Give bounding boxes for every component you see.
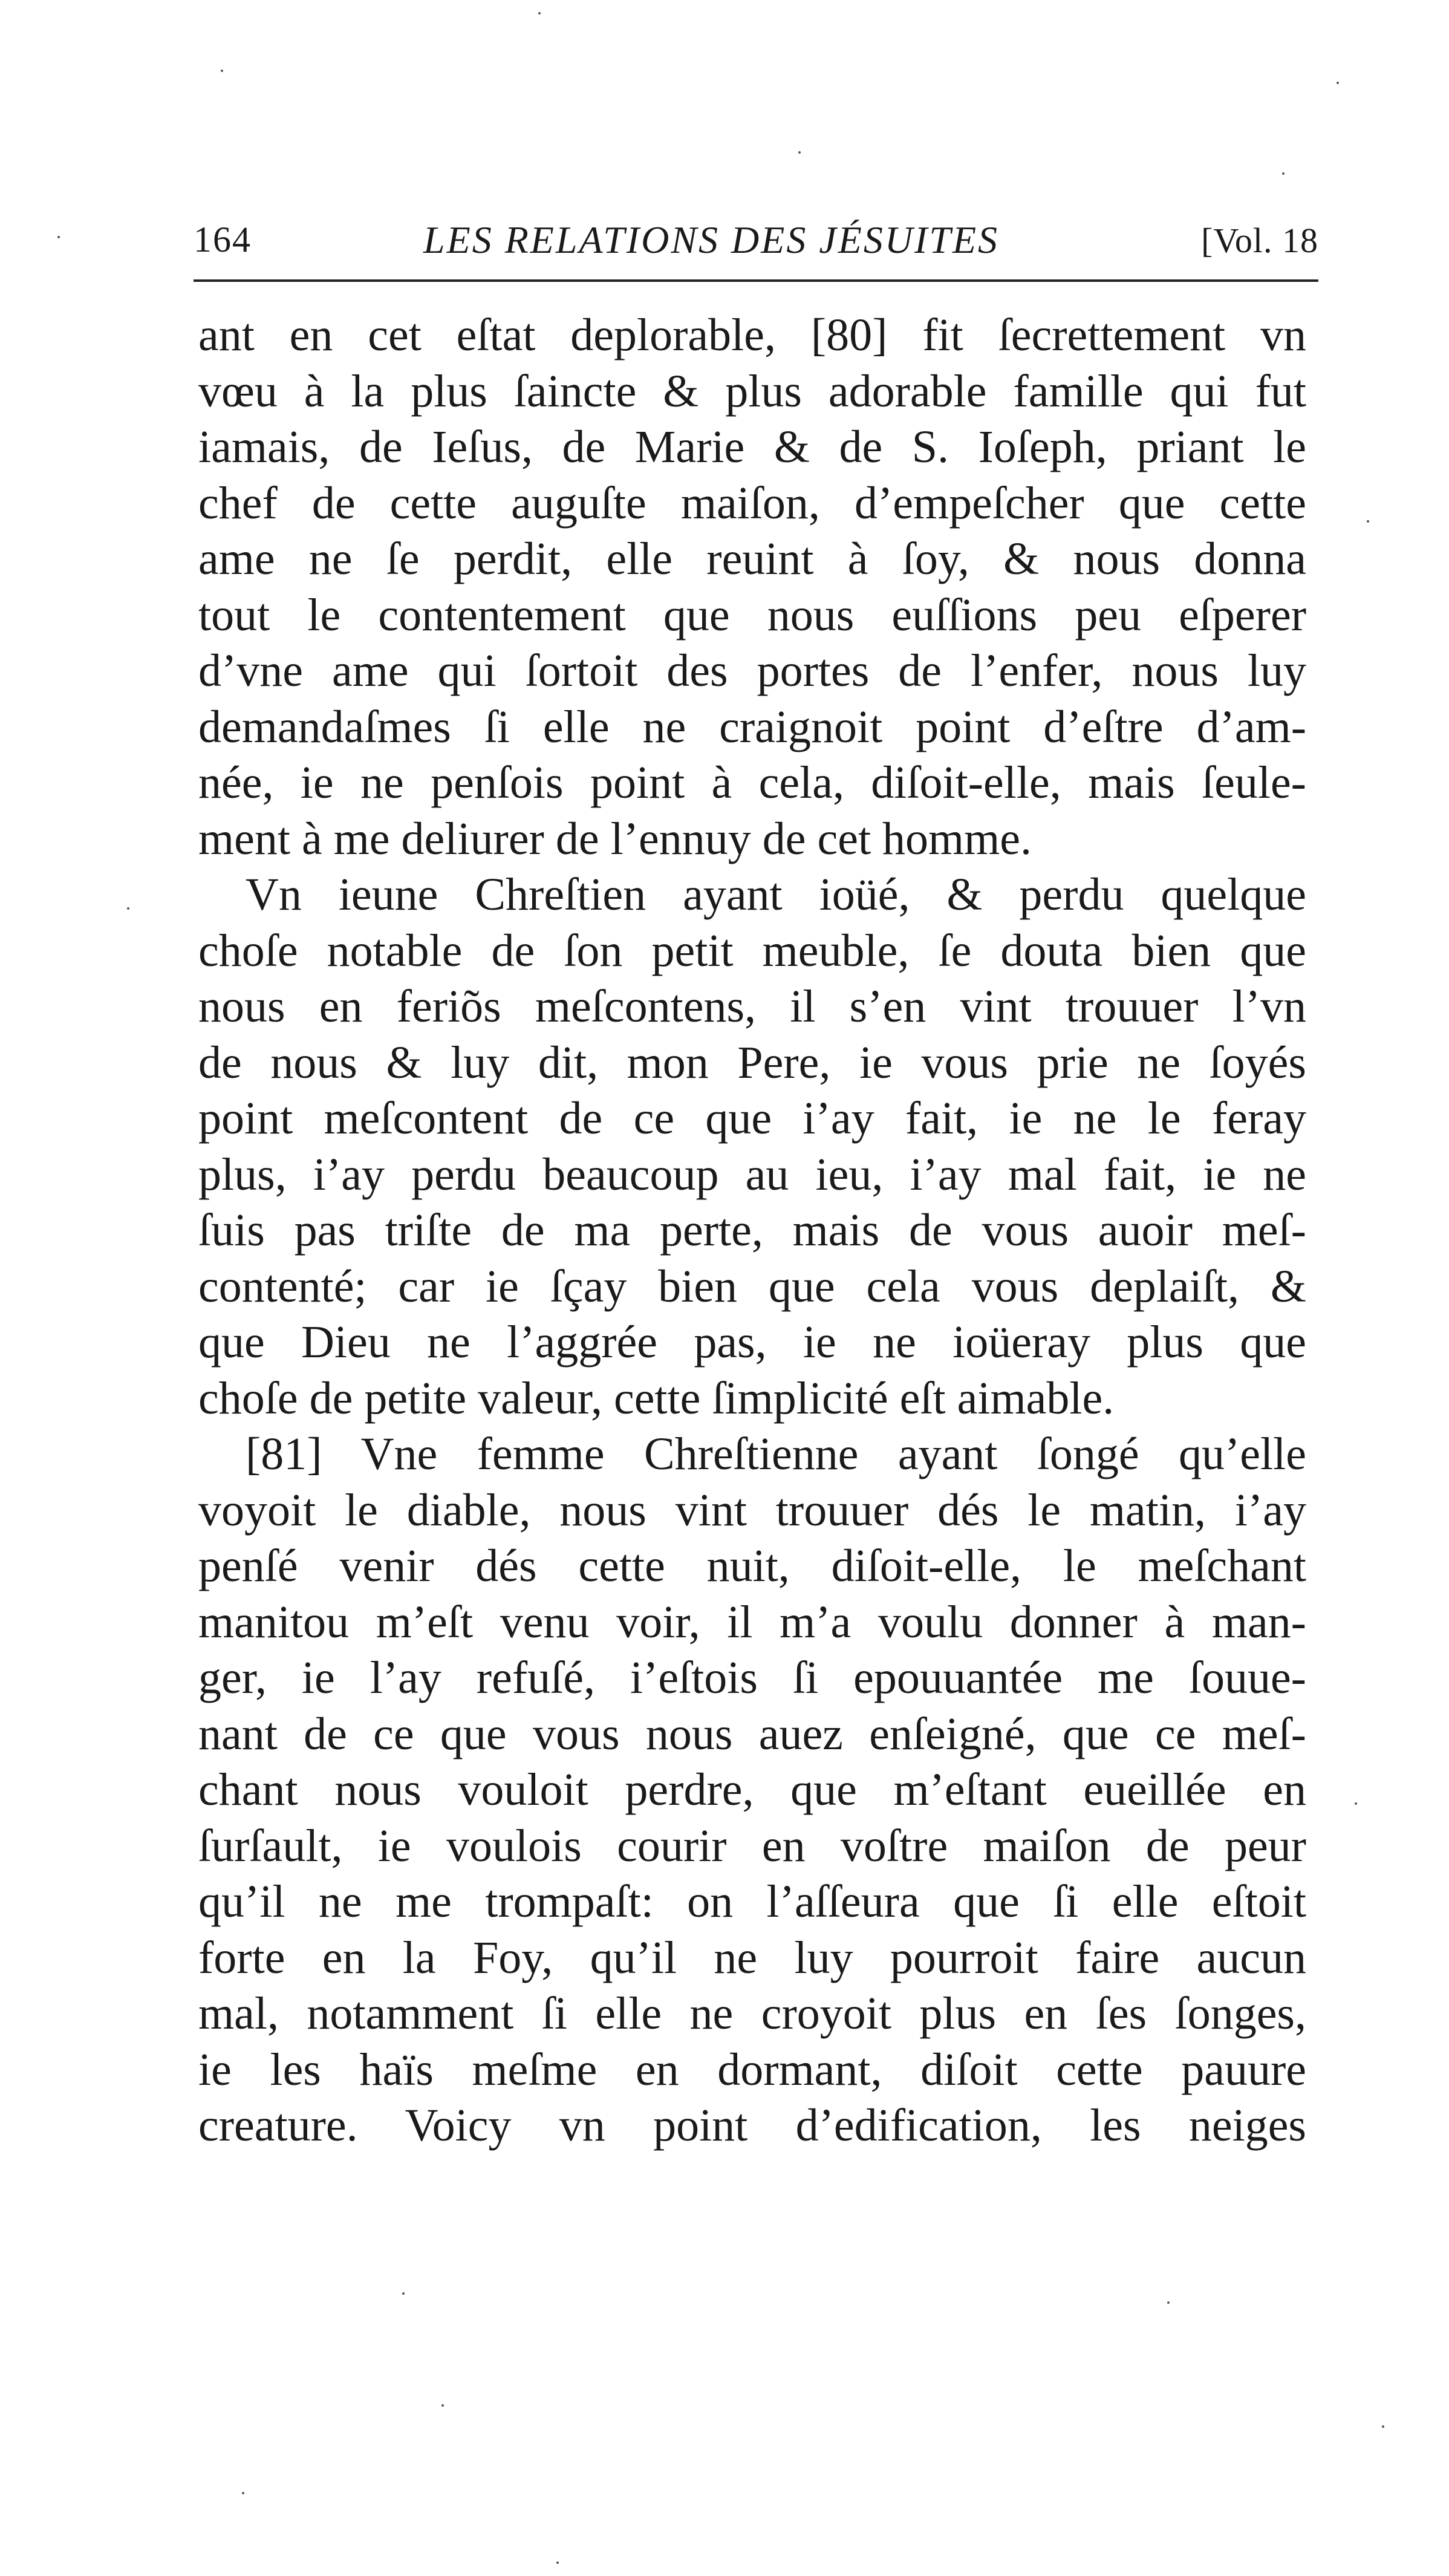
text-line: creature. Voicy vn point d’edification, les neiges (198, 2100, 1306, 2151)
text-line: tout le contentement que nous euſſions peu eſperer (198, 589, 1306, 641)
paragraph-3 (198, 1426, 1306, 2154)
scan-speck (1282, 172, 1285, 175)
text-line: ſurſault, ie voulois courir en voſtre maiſon de peur (198, 1820, 1306, 1871)
text-line: choſe notable de ſon petit meuble, ſe douta bien que (198, 925, 1306, 976)
text-line: nous en feriõs meſcontens, il s’en vint trouuer l’vn (198, 981, 1306, 1032)
text-line: de nous & luy dit, mon Pere, ie vous prie ne ſoyés (198, 1037, 1306, 1088)
text-line: qu’il ne me trompaſt: on l’aſſeura que ſi elle eſtoit (198, 1876, 1306, 1927)
text-line: chant nous vouloit perdre, que m’eſtant eueillée en (198, 1764, 1306, 1815)
scan-speck (538, 12, 541, 15)
text-line: née, ie ne penſois point à cela, diſoit-elle, mais ſeule- (198, 757, 1306, 808)
scan-speck (1355, 1802, 1357, 1805)
scan-speck (57, 236, 60, 238)
text-line: nant de ce que vous nous auez enſeigné, que ce meſ- (198, 1708, 1306, 1759)
text-line: ant en cet eſtat deplorable, [80] fit ſecrettement vn (198, 310, 1306, 360)
scan-speck (221, 70, 223, 72)
text-line: forte en la Foy, qu’il ne luy pourroit faire aucun (198, 1932, 1306, 1983)
text-line: ger, ie l’ay refuſé, i’eſtois ſi epouuantée me ſouue- (198, 1652, 1306, 1703)
text-line: ment à me deliurer de l’ennuy de cet homme. (198, 813, 1032, 864)
scan-speck (441, 2404, 444, 2407)
text-line: d’vne ame qui ſortoit des portes de l’enfer, nous luy (198, 645, 1306, 696)
scan-speck (127, 907, 129, 910)
scan-speck (1367, 520, 1369, 523)
text-line: [81] Vne femme Chreſtienne ayant ſongé qu’elle (246, 1429, 1306, 1479)
text-line: vœu à la plus ſaincte & plus adorable famille qui fut (198, 365, 1306, 417)
text-line: plus, i’ay perdu beaucoup au ieu, i’ay mal fait, ie ne (198, 1149, 1306, 1200)
text-line: demandaſmes ſi elle ne craignoit point d’eſtre d’am- (198, 701, 1306, 752)
text-line: contenté; car ie ſçay bien que cela vous deplaiſt, & (198, 1260, 1306, 1312)
scan-speck (1167, 2301, 1170, 2304)
text-line: ſuis pas triſte de ma perte, mais de vous auoir meſ- (198, 1205, 1306, 1256)
text-line: point meſcontent de ce que i’ay fait, ie ne le feray (198, 1093, 1306, 1144)
text-line: que Dieu ne l’aggrée pas, ie ne ioüeray plus que (198, 1317, 1306, 1368)
page-number: 164 (194, 220, 252, 259)
text-body (198, 307, 1306, 2154)
page-header (194, 213, 1318, 282)
text-line: Vn ieune Chreſtien ayant ioüé, & perdu quelque (246, 869, 1306, 920)
running-title: LES RELATIONS DES JÉSUITES (423, 218, 1000, 261)
text-line: iamais, de Ieſus, de Marie & de S. Ioſeph, priant le (198, 422, 1306, 472)
scan-speck (402, 2292, 405, 2295)
text-line: ame ne ſe perdit, elle reuint à ſoy, & nous donna (198, 533, 1306, 584)
text-line: chef de cette auguſte maiſon, d’empeſcher que cette (198, 477, 1306, 529)
text-line: voyoit le diable, nous vint trouuer dés le matin, i’ay (198, 1484, 1306, 1536)
scan-speck (556, 2561, 559, 2564)
scan-speck (1382, 2425, 1384, 2428)
text-line: ie les haïs meſme en dormant, diſoit cette pauure (198, 2044, 1306, 2095)
volume-label: [Vol. 18 (1201, 221, 1318, 260)
text-line: mal, notamment ſi elle ne croyoit plus en ſes ſonges, (198, 1988, 1306, 2039)
scan-speck (798, 151, 801, 154)
scan-speck (1337, 82, 1339, 84)
paragraph-1 (198, 307, 1306, 867)
paragraph-2 (198, 867, 1306, 1426)
scan-speck (242, 2492, 244, 2494)
text-line: choſe de petite valeur, cette ſimplicité eſt aimable. (198, 1372, 1115, 1424)
text-line: penſé venir dés cette nuit, diſoit-elle, le meſchant (198, 1541, 1306, 1591)
text-line: manitou m’eſt venu voir, il m’a voulu donner à man- (198, 1596, 1306, 1648)
